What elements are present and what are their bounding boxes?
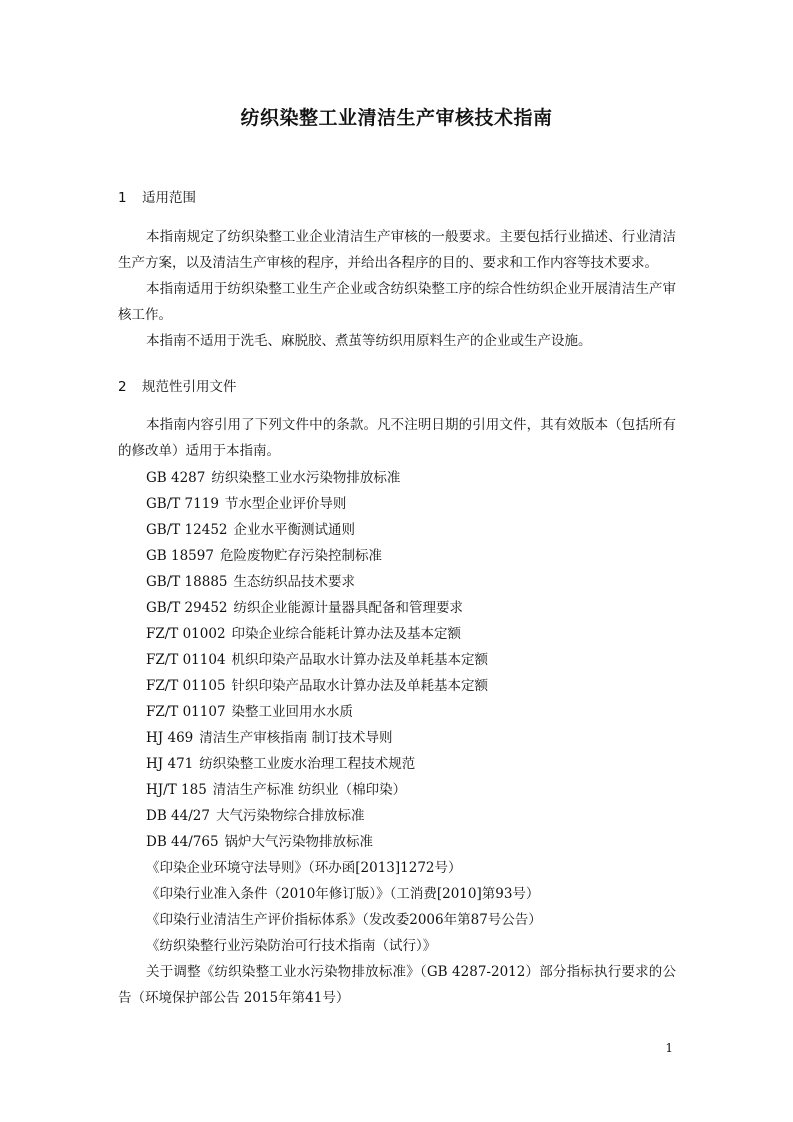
reference-code: GB/T 12452 xyxy=(146,522,228,538)
reference-title: 印染企业综合能耗计算办法及基本定额 xyxy=(231,626,462,642)
reference-code: GB 18597 xyxy=(146,548,214,564)
reference-title: 染整工业回用水水质 xyxy=(231,704,354,720)
reference-item xyxy=(146,907,542,933)
reference-closing-note: 关于调整《纺织染整工业水污染物排放标准》（GB 4287-2012）部分指标执行要求的公告（环境保护部公告 2015年第41号） xyxy=(118,964,676,1006)
section-number: 2 xyxy=(118,379,127,395)
reference-code: DB 44/765 xyxy=(146,834,219,850)
reference-item xyxy=(146,491,542,517)
reference-item xyxy=(146,803,542,829)
document-title: 纺织染整工业清洁生产审核技术指南 xyxy=(240,107,553,129)
reference-code: GB/T 29452 xyxy=(146,600,228,616)
reference-item xyxy=(146,933,542,959)
reference-item xyxy=(146,465,542,491)
reference-item xyxy=(146,699,542,725)
reference-title: 《印染行业准入条件（2010年修订版）》（工消费[2010]第93号） xyxy=(146,886,540,902)
reference-title: 纺织企业能源计量器具配备和管理要求 xyxy=(233,600,463,616)
reference-item xyxy=(146,569,542,595)
section-heading-scope xyxy=(118,186,196,206)
paragraph-scope-2: 本指南适用于纺织染整工业生产企业或含纺织染整工序的综合性纺织企业开展清洁生产审核工作。 xyxy=(118,281,676,323)
reference-code: HJ 471 xyxy=(146,756,194,772)
reference-code: FZ/T 01105 xyxy=(146,678,226,694)
reference-list xyxy=(146,465,542,959)
reference-title: 纺织染整工业废水治理工程技术规范 xyxy=(199,756,416,772)
section-number: 1 xyxy=(118,190,127,206)
reference-code: DB 44/27 xyxy=(146,808,210,824)
reference-title: 企业水平衡测试通则 xyxy=(233,522,355,538)
section-title: 适用范围 xyxy=(142,190,196,206)
reference-title: 清洁生产标准 纺织业（棉印染） xyxy=(212,782,407,798)
reference-item xyxy=(146,595,542,621)
reference-item xyxy=(146,751,542,777)
reference-code: GB 4287 xyxy=(146,470,206,486)
reference-item xyxy=(146,725,542,751)
reference-title: 《纺织染整行业污染防治可行技术指南（试行）》 xyxy=(146,938,437,954)
paragraph-scope-1: 本指南规定了纺织染整工业企业清洁生产审核的一般要求。主要包括行业描述、行业清洁生产方案，以及清洁生产审核的程序，并给出各程序的目的、要求和工作内容等技术要求。 xyxy=(118,229,676,271)
reference-code: HJ/T 185 xyxy=(146,782,207,798)
reference-item xyxy=(146,777,542,803)
page-number: 1 xyxy=(665,1041,673,1055)
reference-title: 机织印染产品取水计算办法及单耗基本定额 xyxy=(231,652,489,668)
reference-code: HJ 469 xyxy=(146,730,194,746)
reference-item xyxy=(146,647,542,673)
reference-title: 锅炉大气污染物排放标准 xyxy=(224,834,374,850)
section-heading-references xyxy=(118,375,237,395)
section-title: 规范性引用文件 xyxy=(142,379,237,395)
reference-title: 《印染行业清洁生产评价指标体系》（发改委2006年第87号公告） xyxy=(146,912,542,928)
reference-item xyxy=(146,829,542,855)
reference-code: FZ/T 01104 xyxy=(146,652,226,668)
reference-title: 危险废物贮存污染控制标准 xyxy=(219,548,382,564)
reference-item xyxy=(146,673,542,699)
reference-item xyxy=(146,621,542,647)
reference-item xyxy=(146,517,542,543)
reference-title: 《印染企业环境守法导则》（环办函[2013]1272号） xyxy=(146,860,462,876)
reference-code: FZ/T 01107 xyxy=(146,704,226,720)
reference-title: 针织印染产品取水计算办法及单耗基本定额 xyxy=(231,678,489,694)
reference-title: 大气污染物综合排放标准 xyxy=(215,808,365,824)
reference-code: FZ/T 01002 xyxy=(146,626,226,642)
reference-title: 节水型企业评价导则 xyxy=(224,496,347,512)
paragraph-references-intro: 本指南内容引用了下列文件中的条款。凡不注明日期的引用文件，其有效版本（包括所有的修改单）适用于本指南。 xyxy=(118,417,676,459)
reference-code: GB/T 18885 xyxy=(146,574,228,590)
reference-item xyxy=(146,855,542,881)
paragraph-scope-3: 本指南不适用于洗毛、麻脱胶、煮茧等纺织用原料生产的企业或生产设施。 xyxy=(146,333,592,349)
reference-title: 生态纺织品技术要求 xyxy=(233,574,355,590)
reference-title: 纺织染整工业水污染物排放标准 xyxy=(211,470,401,486)
reference-title: 清洁生产审核指南 制订技术导则 xyxy=(199,730,393,746)
reference-item xyxy=(146,881,542,907)
reference-item xyxy=(146,543,542,569)
reference-code: GB/T 7119 xyxy=(146,496,219,512)
